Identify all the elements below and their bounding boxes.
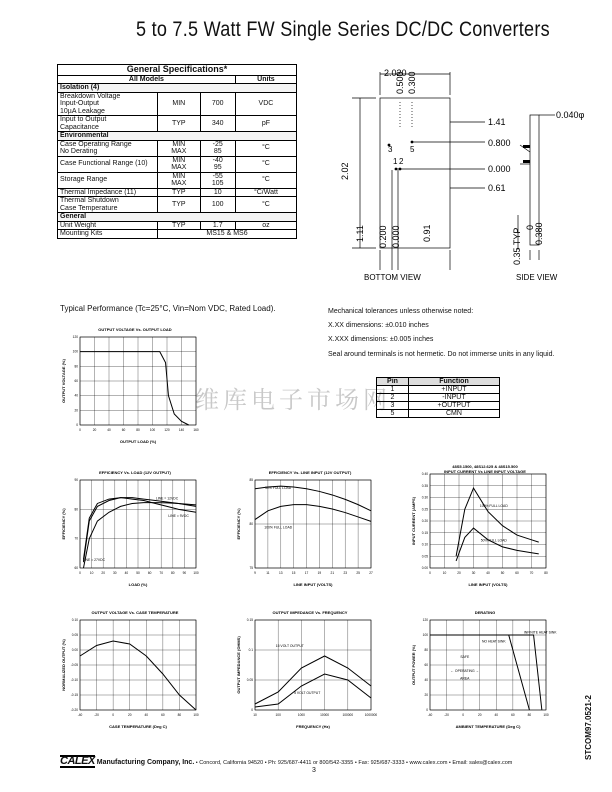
y-tick-label: 0.35 (421, 483, 428, 488)
x-tick-label: 60 (515, 571, 519, 575)
note-line: Mechanical tolerances unless otherwise noted: (328, 308, 474, 315)
series-label: ← OPERATING → (450, 669, 479, 674)
x-tick-label: 9 (254, 571, 256, 575)
spec-row (58, 132, 297, 141)
pin-5-label: 5 (410, 145, 415, 154)
x-tick-label: 70 (529, 571, 534, 575)
spec-condition: MIN MAX (158, 172, 201, 188)
spec-label: Unit Weight (58, 221, 158, 230)
x-tick-label: 0 (429, 571, 431, 575)
spec-row (58, 116, 297, 132)
dim-111: 1.11 (355, 225, 365, 242)
y-tick-label: 0 (76, 423, 78, 427)
series-label: LINE = 27VDC (82, 557, 106, 562)
spec-section: General (58, 213, 297, 222)
dim-0300: 0.300 (407, 71, 417, 94)
x-tick-label: 80 (177, 713, 182, 717)
spec-row (58, 230, 297, 239)
chart-title: DERATING (474, 610, 496, 615)
y-tick-label: -0.20 (70, 708, 78, 712)
y-tick-label: 120 (422, 618, 428, 622)
spec-section: Isolation (4) (58, 84, 297, 93)
y-tick-label: 80 (424, 648, 428, 652)
function-cell: CMN (408, 410, 499, 418)
chart-6 (410, 608, 560, 730)
y-tick-label: 0.05 (421, 554, 428, 559)
y-tick-label: 0.10 (421, 542, 428, 547)
x-tick-label: 60 (121, 428, 126, 432)
x-tick-label: 100 (543, 713, 549, 717)
x-tick-label: 40 (144, 713, 149, 717)
series-label: 100% FULL LOAD (264, 525, 293, 530)
x-tick-label: 50 (136, 571, 140, 575)
units-header: Units (235, 75, 296, 84)
chart-title: EFFICIENCY Vs. LOAD (12V OUTPUT) (99, 470, 171, 475)
spec-value: -55 105 (200, 172, 235, 188)
x-tick-label: -40 (427, 713, 433, 717)
chart-0 (60, 325, 210, 445)
dim-035: 0.35 TYP (512, 227, 522, 265)
series-label: 15 VOLT OUTPUT (275, 644, 304, 648)
y-tick-label: -0.15 (70, 693, 78, 697)
chart-1 (60, 468, 210, 588)
spec-condition: TYP (158, 197, 201, 213)
y-tick-label: 0.00 (71, 648, 78, 652)
pin-cell: 2 (377, 394, 409, 402)
function-cell: -INPUT (408, 394, 499, 402)
watermark: 维库电子市场网 (195, 386, 391, 414)
spec-value: -25 85 (200, 140, 235, 156)
x-tick-label: 60 (161, 713, 165, 717)
x-tick-label: 30 (471, 571, 476, 575)
y-tick-label: 0.05 (71, 633, 78, 637)
chart-4 (60, 608, 210, 730)
series-label: 50% FULL LOAD (265, 485, 292, 490)
x-tick-label: 0 (79, 571, 81, 575)
y-tick-label: 0.30 (421, 495, 428, 500)
y-tick-label: 0.10 (71, 618, 78, 622)
spec-condition: MIN MAX (158, 156, 201, 172)
spec-row (58, 213, 297, 222)
y-tick-label: 90 (74, 478, 78, 482)
series-line (255, 505, 371, 522)
y-tick-label: 40 (424, 678, 428, 682)
y-tick-label: 0 (251, 708, 253, 712)
series-line (80, 641, 196, 710)
y-tick-label: -0.05 (70, 663, 78, 667)
x-axis-label: LOAD (%) (128, 582, 148, 587)
note-line: X.XX dimensions: ±0.010 inches (328, 322, 429, 329)
series-label: SAFE (460, 654, 470, 659)
y-tick-label: -0.10 (70, 678, 78, 682)
x-tick-label: 80 (527, 713, 532, 717)
y-axis-label: OUTPUT POWER (%) (411, 645, 416, 685)
general-specifications-table (57, 64, 297, 239)
footer-company: Manufacturing Company, Inc. (96, 759, 195, 766)
x-axis-label: FREQUENCY (Hz) (296, 724, 330, 729)
all-models-header: All Models (58, 75, 236, 84)
chart-title: OUTPUT IMPEDANCE Vs. FREQUENCY (272, 610, 348, 615)
y-tick-label: 40 (74, 393, 78, 398)
spec-row (58, 221, 297, 230)
spec-label: Storage Range (58, 172, 158, 188)
chart-5 (235, 608, 385, 730)
pin-cell: 3 (377, 402, 409, 410)
dim-b0200: 0.200 (378, 225, 388, 248)
spec-row (58, 188, 297, 197)
function-cell: +INPUT (408, 386, 499, 394)
x-tick-label: 17 (304, 571, 309, 575)
x-tick-label: 20 (127, 713, 132, 717)
dim-0000: 0.000 (488, 164, 511, 174)
x-tick-label: 40 (486, 571, 490, 575)
dim-0380: 0.380 (534, 222, 544, 245)
page-number: 3 (312, 767, 316, 774)
x-tick-label: 60 (511, 713, 515, 717)
x-tick-label: 50 (500, 571, 505, 575)
spec-label: Input to Output Capacitance (58, 116, 158, 132)
y-tick-label: 85 (249, 478, 253, 482)
note-line: Seal around terminals is not hermetic. Do not immerse units in any liquid. (328, 351, 555, 358)
dim-0040: 0.040φ (556, 110, 585, 120)
pin-3-label: 3 (388, 145, 393, 154)
x-tick-label: 40 (494, 713, 499, 717)
y-tick-label: 60 (74, 566, 78, 570)
y-tick-label: 0.1 (248, 648, 253, 652)
series-label: NO HEAT SINK (481, 639, 506, 644)
spec-label: Case Operating Range No Derating (58, 140, 158, 156)
y-tick-label: 0.00 (421, 566, 428, 570)
x-tick-label: 15 (291, 571, 296, 575)
y-axis-label: NORMALIZED OUTPUT (%) (61, 639, 66, 691)
spec-condition: TYP (158, 188, 201, 197)
spec-label: Mounting Kits (58, 230, 158, 239)
spec-label: Breakdown Voltage Input-Output 10µA Leakage (58, 92, 158, 116)
spec-value: 10 (200, 188, 235, 197)
page-title: 5 to 7.5 Watt FW Single Series DC/DC Converters (136, 18, 550, 41)
x-tick-label: -40 (77, 713, 83, 717)
x-tick-label: 10000 (320, 713, 330, 717)
spec-value: MS15 & MS6 (158, 230, 297, 239)
side-view-label: SIDE VIEW (516, 273, 558, 282)
pin-2-label: 2 (399, 157, 404, 166)
x-tick-label: 10 (442, 571, 447, 575)
y-tick-label: 0.15 (421, 530, 428, 535)
x-tick-label: 90 (182, 571, 187, 575)
x-tick-label: 160 (193, 428, 199, 432)
y-tick-label: 0.40 (421, 472, 428, 476)
function-cell: +OUTPUT (408, 402, 499, 410)
y-tick-label: 100 (72, 349, 78, 354)
x-tick-label: 10 (253, 713, 257, 717)
y-axis-label: INPUT CURRENT (AMPS) (411, 497, 416, 545)
spec-condition: MIN (158, 92, 201, 116)
spec-unit: °C (235, 172, 296, 188)
spec-condition: MIN MAX (158, 140, 201, 156)
x-tick-label: 20 (457, 571, 461, 575)
series-label: AREA (460, 676, 470, 681)
series-label: LINE = 9VDC (168, 513, 189, 518)
x-tick-label: 80 (544, 571, 548, 575)
spec-section: Environmental (58, 132, 297, 141)
x-tick-label: 0 (112, 713, 115, 717)
x-tick-label: 20 (101, 571, 105, 575)
spec-row (58, 84, 297, 93)
x-tick-label: 27 (369, 571, 373, 575)
x-tick-label: 21 (330, 571, 335, 575)
x-tick-label: 20 (92, 428, 97, 432)
series-line (255, 486, 371, 511)
x-tick-label: 60 (147, 571, 152, 575)
y-tick-label: 0.25 (421, 507, 428, 512)
series-line (83, 498, 196, 563)
plot-area (255, 620, 371, 710)
x-tick-label: 140 (178, 428, 185, 432)
series-label: LINE = 12VDC (155, 496, 179, 501)
y-axis-label: OUTPUT IMPEDANCE (OHMS) (236, 636, 241, 694)
function-header: Function (408, 378, 499, 386)
x-tick-label: 0 (79, 428, 81, 432)
spec-label: Thermal Impedance (11) (58, 188, 158, 197)
series-label: 100% FULL LOAD (479, 503, 508, 508)
spec-label: Thermal Shutdown Case Temperature (58, 197, 158, 213)
dim-0800: 0.800 (488, 138, 511, 148)
y-tick-label: 120 (72, 335, 78, 339)
series-line (430, 635, 542, 710)
spec-label: Case Functional Range (10) (58, 156, 158, 172)
pin-1-label: 1 (393, 157, 398, 166)
x-tick-label: 80 (136, 428, 140, 432)
chart-3 (410, 462, 560, 588)
pin-function-table (376, 377, 500, 418)
note-line: X.XXX dimensions: ±0.005 inches (328, 336, 434, 343)
x-tick-label: 100 (275, 713, 281, 717)
x-tick-label: 1000 (297, 713, 305, 717)
x-tick-label: 100000 (342, 713, 354, 717)
x-axis-label: CASE TEMPERATURE (Deg C) (109, 724, 167, 729)
y-tick-label: 0 (426, 708, 428, 712)
x-tick-label: 100 (193, 713, 199, 717)
dim-s0: 0 (525, 224, 535, 230)
dim-0500: 0.500 (395, 71, 405, 94)
spec-row (58, 156, 297, 172)
y-tick-label: 20 (74, 408, 78, 413)
y-tick-label: 20 (424, 693, 428, 697)
spec-row (58, 197, 297, 213)
dim-061: 0.61 (488, 183, 506, 193)
x-axis-label: AMBIENT TEMPERATURE (Deg C) (455, 724, 521, 729)
y-tick-label: 100 (422, 633, 428, 637)
spec-unit: °C (235, 197, 296, 213)
chart-title: OUTPUT VOLTAGE Vs. CASE TEMPERATURE (91, 610, 179, 615)
x-tick-label: -20 (94, 713, 99, 717)
x-tick-label: 0 (462, 713, 465, 717)
chart-title: 48S5.1500, 48S12.625 & 48S15.500 (452, 464, 518, 469)
x-tick-label: 13 (279, 571, 283, 575)
y-tick-label: 60 (424, 663, 428, 667)
spec-unit: °C (235, 140, 296, 156)
x-tick-label: 100 (149, 428, 156, 432)
x-tick-label: 30 (113, 571, 117, 575)
chart-title: INPUT CURRENT Vs LINE INPUT VOLTAGE (444, 469, 526, 474)
chart-2 (235, 468, 385, 588)
calex-logo: CALEX (60, 755, 95, 767)
document-code: STCOM97.0521-2 (584, 695, 593, 760)
spec-unit: pF (235, 116, 296, 132)
footer (60, 755, 512, 768)
x-tick-label: 40 (107, 428, 111, 432)
dim-left: 2.02 (340, 162, 350, 180)
y-tick-label: 80 (74, 364, 78, 369)
x-axis-label: LINE INPUT (VOLTS) (293, 582, 333, 587)
series-line (80, 352, 189, 425)
x-tick-label: 10 (89, 571, 94, 575)
y-tick-label: 0.20 (421, 519, 428, 523)
x-tick-label: 11 (266, 571, 270, 575)
y-tick-label: 70 (74, 536, 78, 541)
x-tick-label: 19 (317, 571, 322, 575)
pin-cell: 5 (377, 410, 409, 418)
mechanical-drawing (330, 60, 590, 290)
bottom-view-label: BOTTOM VIEW (364, 273, 421, 282)
spec-unit: °C (235, 156, 296, 172)
spec-value: 100 (200, 197, 235, 213)
spec-value: 1.7 (200, 221, 235, 230)
spec-title: General Specifications* (58, 65, 297, 76)
x-tick-label: 80 (171, 571, 175, 575)
spec-condition: TYP (158, 116, 201, 132)
x-tick-label: 70 (159, 571, 163, 575)
series-label: INFINITE HEAT SINK (523, 630, 557, 635)
spec-row (58, 92, 297, 116)
dim-091: 0.91 (422, 224, 432, 242)
spec-value: -40 95 (200, 156, 235, 172)
spec-value: 700 (200, 92, 235, 116)
dim-top: 2.020 (384, 68, 407, 78)
typical-performance-caption: Typical Performance (Tc=25°C, Vin=Nom VDC, Rated Load). (60, 304, 276, 313)
spec-value: 340 (200, 116, 235, 132)
y-tick-label: 75 (249, 566, 253, 570)
pin-cell: 1 (377, 386, 409, 394)
x-tick-label: 25 (356, 571, 360, 575)
spec-row (58, 172, 297, 188)
y-tick-label: 80 (249, 522, 253, 526)
mechanical-notes (328, 305, 573, 359)
x-tick-label: 120 (164, 428, 170, 432)
x-tick-label: -20 (444, 713, 449, 717)
chart-title: EFFICIENCY Vs. LINE INPUT (12V OUTPUT) (268, 470, 352, 475)
x-axis-label: OUTPUT LOAD (%) (119, 439, 157, 444)
chart-title: OUTPUT VOLTAGE Vs. OUTPUT LOAD (98, 327, 172, 332)
dim-141: 1.41 (488, 117, 506, 127)
spec-row (58, 140, 297, 156)
series-line (456, 488, 539, 556)
x-tick-label: 40 (124, 571, 129, 575)
spec-unit: oz (235, 221, 296, 230)
x-tick-label: 100 (193, 571, 199, 575)
spec-unit: °C/Watt (235, 188, 296, 197)
pin-header: Pin (377, 378, 409, 386)
y-axis-label: OUTPUT VOLTAGE (%) (61, 359, 66, 403)
x-axis-label: LINE INPUT (VOLTS) (468, 582, 508, 587)
series-label: 5 VOLT OUTPUT (294, 690, 321, 695)
x-tick-label: 1000000 (364, 713, 378, 717)
series-label: 50% FULL LOAD (480, 538, 507, 543)
y-axis-label: EFFICIENCY (%) (61, 508, 66, 540)
dim-b0000: 0.000 (391, 225, 401, 248)
series-line (83, 498, 196, 560)
x-tick-label: 23 (343, 571, 347, 575)
footer-contact: • Concord, California 94520 • Ph: 925/687-4411 or 800/542-3355 • Fax: 925/687-3333 • www.calex.com • Email: sales@calex.com (194, 760, 513, 766)
y-tick-label: 0.15 (246, 618, 253, 622)
spec-condition: TYP (158, 221, 201, 230)
spec-unit: VDC (235, 92, 296, 116)
y-axis-label: EFFICIENCY (%) (236, 508, 241, 540)
y-tick-label: 60 (74, 379, 78, 383)
y-tick-label: 80 (74, 507, 78, 512)
x-tick-label: 20 (477, 713, 482, 717)
y-tick-label: 0.05 (246, 678, 253, 682)
